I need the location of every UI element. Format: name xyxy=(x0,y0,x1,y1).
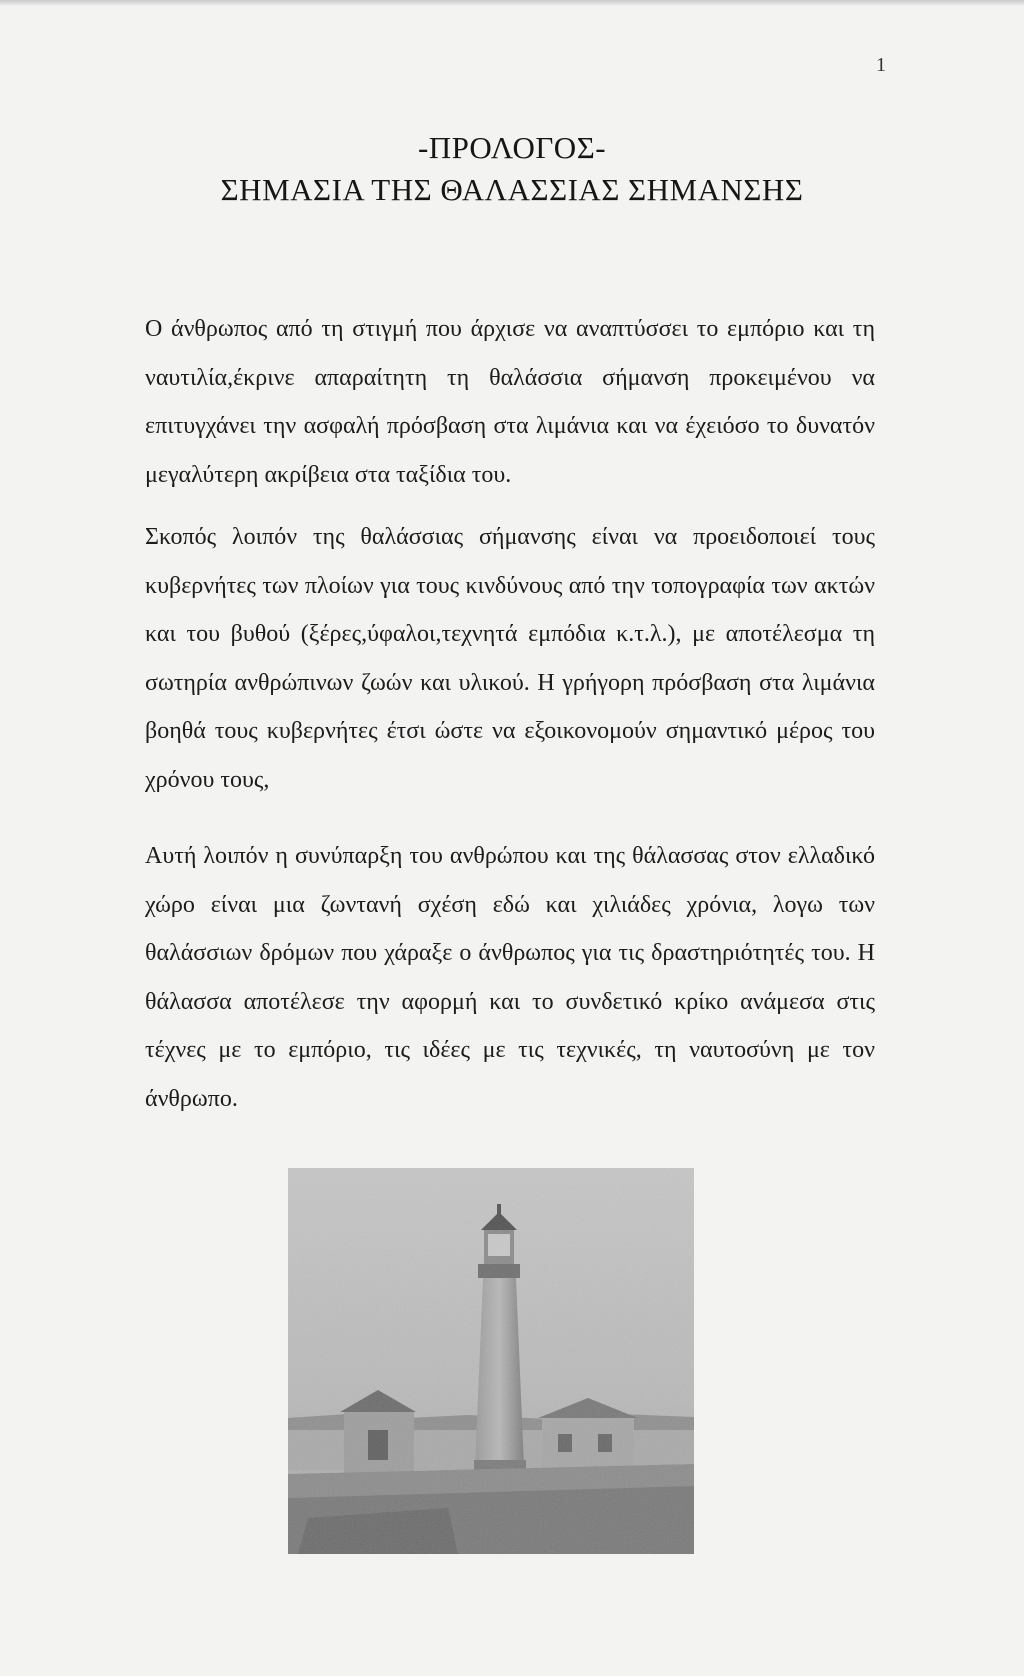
page-number: 1 xyxy=(876,54,886,76)
title-subject: ΣΗΜΑΣΙΑ ΤΗΣ ΘΑΛΑΣΣΙΑΣ ΣΗΜΑΝΣΗΣ xyxy=(220,172,804,207)
paragraph-3: Αυτή λοιπόν η συνύπαρξη του ανθρώπου και της θάλασσας στον ελλαδικό χώρο είναι μια ζωντανή σχέση εδώ και χιλιάδες χρόνια, λογω των θαλάσσιων δρόμων που χάραξε ο άνθρωπος για τις δραστηριότητές του. Η θάλασσα αποτέλεσε την αφορμή και το συνδετικό κρίκο ανάμεσα στις τέχνες με το εμπόριο, τις ιδέες με τις τεχνικές, τη ναυτοσύνη με τον άνθρωπο. xyxy=(145,843,875,1112)
lighthouse-illustration xyxy=(288,1168,694,1554)
scan-edge xyxy=(0,0,1024,6)
paragraph-2: Σκοπός λοιπόν της θαλάσσιας σήμανσης είναι να προειδοποιεί τους κυβερνήτες των πλοίων για τους κινδύνους από την τοπογραφία των ακτών και του βυθού (ξέρες,ύφαλοι,τεχνητά εμπόδια κ.τ.λ.), με αποτέλεσμα τη σωτηρία ανθρώπινων ζωών και υλικού. Η γρήγορη πρόσβαση στα λιμάνια βοηθά τους κυβερνήτες έτσι ώστε να εξοικονομούν σημαντικό μέρος του χρόνου τους, xyxy=(145,524,875,793)
lighthouse-photo xyxy=(288,1168,694,1554)
paragraph-1: Ο άνθρωπος από τη στιγμή που άρχισε να αναπτύσσει το εμπόριο και τη ναυτιλία,έκρινε απαραίτητη τη θαλάσσια σήμανση προκειμένου να επιτυγχάνει την ασφαλή πρόσβαση στα λιμάνια και να έχειόσο το δυνατόν μεγαλύτερη ακρίβεια στα ταξίδια του. xyxy=(145,316,875,488)
title-prologue: -ΠΡΟΛΟΓΟΣ- xyxy=(417,130,607,165)
